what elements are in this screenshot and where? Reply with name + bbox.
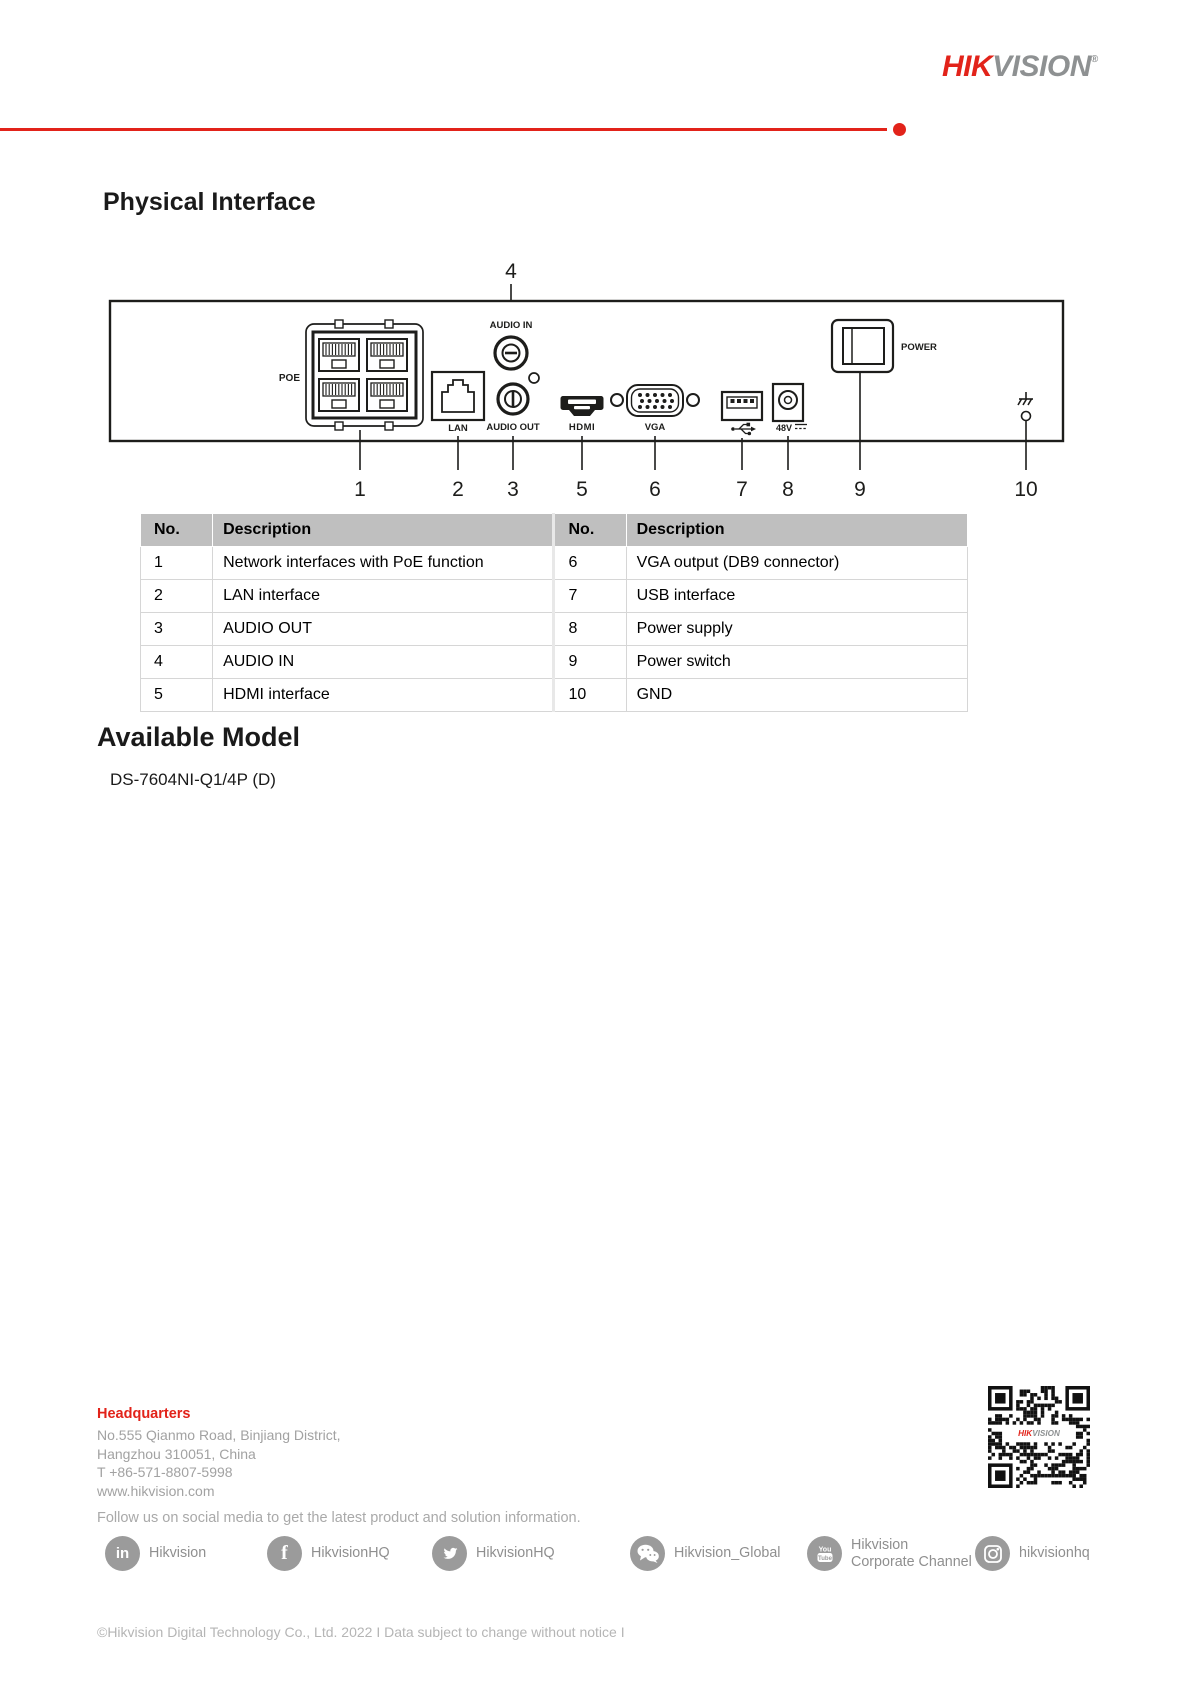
cell-description: HDMI interface [213, 679, 554, 712]
facebook-glyph: f [281, 1542, 288, 1564]
cell-no: 7 [554, 580, 626, 613]
table-header-row [141, 514, 968, 547]
header-no-left: No. [141, 514, 213, 547]
cell-description: GND [626, 679, 967, 712]
vga-label: VGA [644, 422, 666, 433]
address-line: Hangzhou 310051, China [97, 1445, 256, 1462]
headquarters-title: Headquarters [97, 1406, 191, 1422]
device-rear-panel-diagram [0, 240, 1190, 502]
panel-outline [110, 301, 1063, 441]
youtube-icon [807, 1536, 842, 1571]
cell-description: USB interface [626, 580, 967, 613]
callout-number-6: 6 [649, 478, 661, 501]
callout-number-2: 2 [452, 478, 464, 501]
qr-finder-top-left [988, 1386, 1013, 1411]
cell-no: 9 [554, 646, 626, 679]
header-rule-dot [893, 123, 906, 136]
callout-number-5: 5 [576, 478, 588, 501]
cell-no: 4 [141, 646, 213, 679]
table-row [141, 646, 968, 679]
social-handle-line1: Hikvision [851, 1537, 909, 1553]
website-link: www.hikvision.com [97, 1482, 215, 1499]
social-handle [851, 1537, 972, 1570]
instagram-icon [975, 1536, 1010, 1571]
qr-code [988, 1386, 1090, 1488]
callout-number-8: 8 [782, 478, 794, 501]
header-rule [0, 128, 887, 131]
header-description-left: Description [213, 514, 554, 547]
twitter-icon [432, 1536, 467, 1571]
section-title-physical-interface: Physical Interface [103, 188, 316, 216]
social-item-instagram [975, 1536, 1090, 1571]
social-item-youtube [807, 1536, 972, 1571]
hikvision-logo [942, 50, 1098, 84]
svg-text:Tube: Tube [817, 1555, 832, 1562]
cell-no: 8 [554, 613, 626, 646]
social-handle: Hikvision [149, 1545, 207, 1562]
copyright-notice: ©Hikvision Digital Technology Co., Ltd. 2022 I Data subject to change without notice I [97, 1624, 625, 1640]
linkedin-glyph: in [115, 1545, 130, 1562]
address-line: No.555 Qianmo Road, Binjiang District, [97, 1427, 341, 1443]
social-item-wechat [630, 1536, 780, 1571]
callout-number-9: 9 [854, 478, 866, 501]
logo-vision-text: VISION [992, 50, 1091, 83]
callout-number-3: 3 [507, 478, 519, 501]
callout-number-4: 4 [505, 260, 517, 283]
power-switch-label: POWER [901, 342, 937, 353]
headquarters-address [97, 1426, 341, 1500]
qr-center-logo: HIKVISION [1018, 1428, 1060, 1438]
cell-no: 2 [141, 580, 213, 613]
hdmi-label: HDMI [568, 422, 596, 433]
cell-description: Network interfaces with PoE function [213, 547, 554, 580]
follow-us-text: Follow us on social media to get the latest product and solution information. [97, 1510, 581, 1526]
audio-out-label: AUDIO OUT [486, 422, 540, 433]
cell-no: 10 [554, 679, 626, 712]
callout-number-1: 1 [354, 478, 366, 501]
social-handle: Hikvision_Global [674, 1545, 781, 1562]
cell-no: 3 [141, 613, 213, 646]
cell-no: 5 [141, 679, 213, 712]
cell-description: VGA output (DB9 connector) [626, 547, 967, 580]
model-number: DS-7604NI-Q1/4P (D) [110, 770, 276, 789]
social-media-row [0, 1536, 1190, 1580]
section-title-available-model: Available Model [97, 722, 301, 752]
cell-description: Power supply [626, 613, 967, 646]
lan-label: LAN [448, 423, 468, 434]
callout-number-10: 10 [1014, 478, 1038, 501]
social-handle: hikvisionhq [1019, 1545, 1090, 1562]
cell-no: 1 [141, 547, 213, 580]
audio-in-label: AUDIO IN [489, 320, 533, 331]
table-row [141, 613, 968, 646]
qr-finder-top-right [1065, 1386, 1090, 1411]
social-handle: HikvisionHQ [476, 1545, 555, 1562]
qr-finder-bottom-left [988, 1463, 1013, 1488]
cell-description: LAN interface [213, 580, 554, 613]
social-handle: HikvisionHQ [311, 1545, 390, 1562]
svg-text:You: You [818, 1546, 831, 1553]
social-item-twitter [432, 1536, 555, 1571]
logo-hik-text: HIK [942, 50, 993, 83]
facebook-icon [267, 1536, 302, 1571]
wechat-icon [630, 1536, 665, 1571]
social-item-linkedin [105, 1536, 206, 1571]
social-item-facebook [267, 1536, 390, 1571]
poe-label: POE [278, 373, 300, 384]
social-handle-line2: Corporate Channel [851, 1553, 972, 1570]
cell-description: Power switch [626, 646, 967, 679]
address-line: T +86-571-8807-5998 [97, 1464, 233, 1480]
cell-no: 6 [554, 547, 626, 580]
table-row [141, 547, 968, 580]
power-jack-label: 48V [775, 423, 792, 433]
callout-number-7: 7 [736, 478, 748, 501]
header-no-right: No. [554, 514, 626, 547]
cell-description: AUDIO OUT [213, 613, 554, 646]
table-row [141, 679, 968, 712]
table-row [141, 580, 968, 613]
panel-screw [529, 373, 539, 383]
header-description-right: Description [626, 514, 967, 547]
linkedin-icon [105, 1536, 140, 1571]
registered-mark: ® [1090, 54, 1098, 65]
interface-table [140, 513, 968, 712]
cell-description: AUDIO IN [213, 646, 554, 679]
